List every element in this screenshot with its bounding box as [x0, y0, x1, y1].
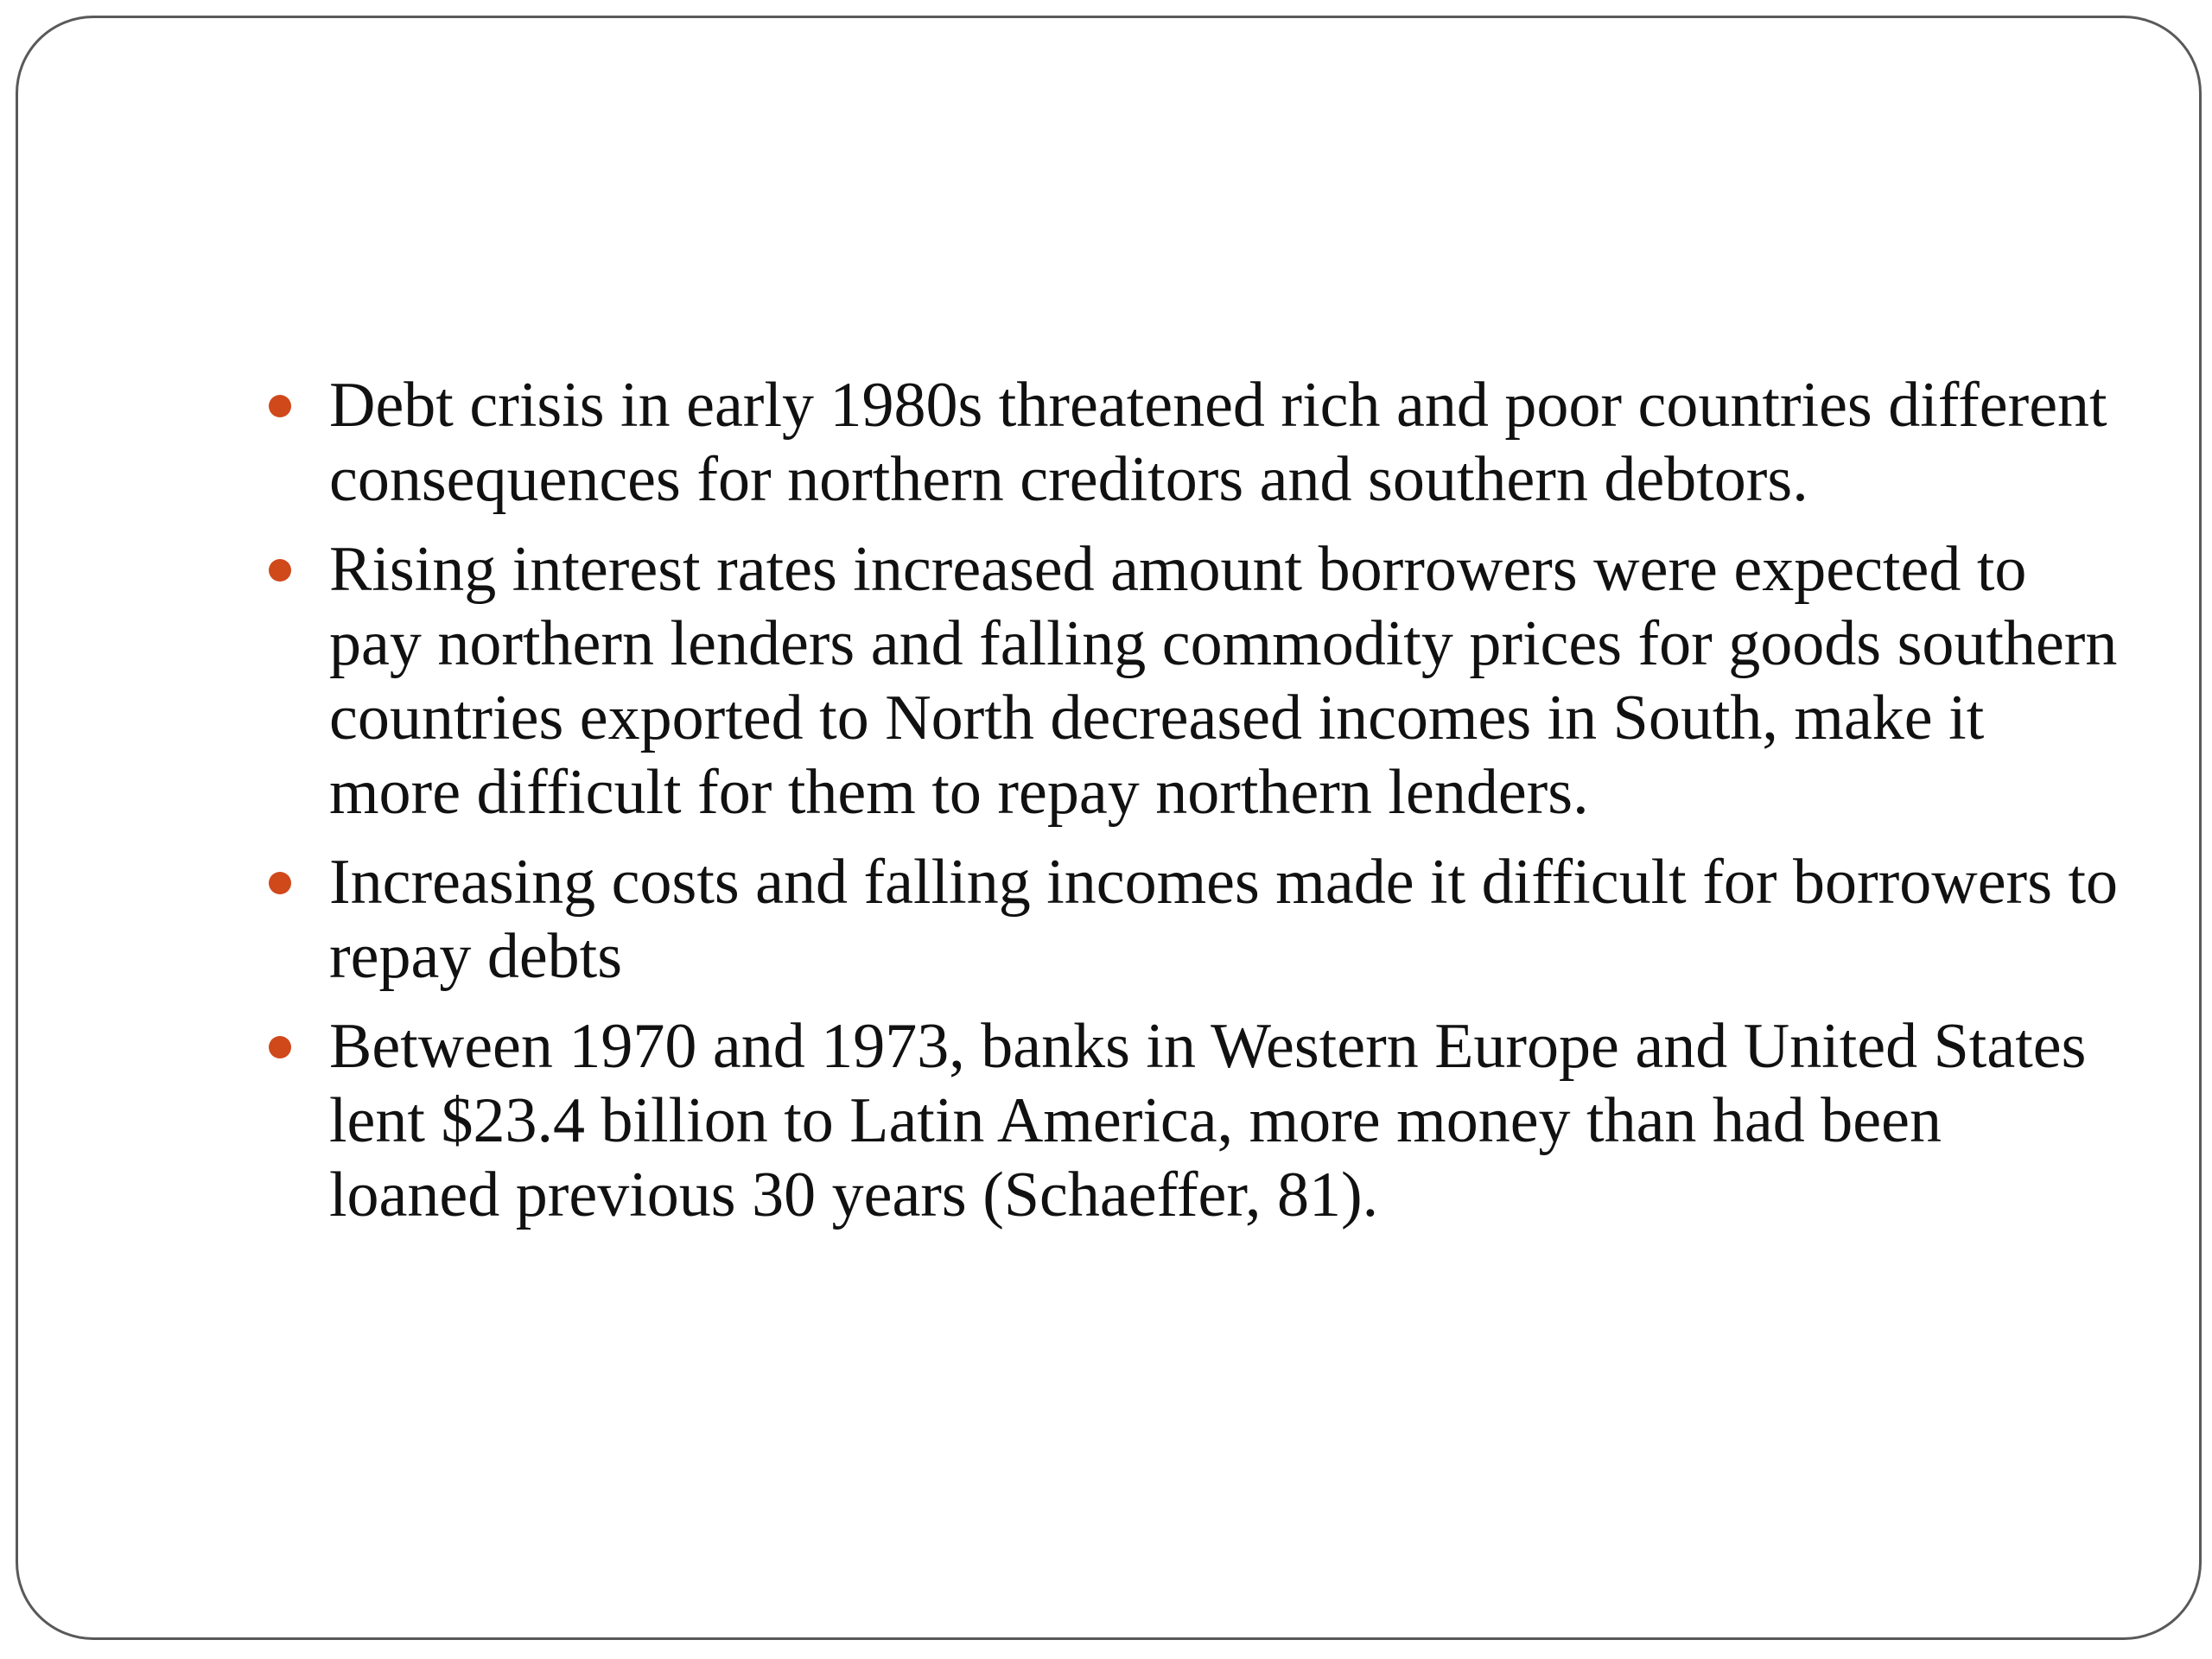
bullet-text: Debt crisis in early 1980s threatened rich and poor countries different consequences for northern creditors and southern debtors.	[329, 370, 2107, 515]
bullet-text: Between 1970 and 1973, banks in Western Europe and United States lent $23.4 billion to Latin America, more money than had been loaned previous 30 years (Schaeffer, 81).	[329, 1011, 2087, 1230]
slide-frame	[16, 16, 2202, 1640]
bullet-dot-icon	[269, 872, 291, 894]
bullet-list	[269, 368, 2126, 1248]
bullet-item	[269, 845, 2126, 994]
bullet-text: Rising interest rates increased amount borrowers were expected to pay northern lenders and falling commodity prices for goods southern countries exported to North decreased incomes in South, make it more difficult for them to repay northern lenders.	[329, 534, 2118, 828]
bullet-dot-icon	[269, 1036, 291, 1058]
bullet-dot-icon	[269, 559, 291, 582]
bullet-text: Increasing costs and falling incomes made it difficult for borrowers to repay debts	[329, 847, 2119, 992]
bullet-dot-icon	[269, 395, 291, 417]
bullet-item	[269, 368, 2126, 517]
bullet-item	[269, 532, 2126, 830]
bullet-item	[269, 1009, 2126, 1232]
